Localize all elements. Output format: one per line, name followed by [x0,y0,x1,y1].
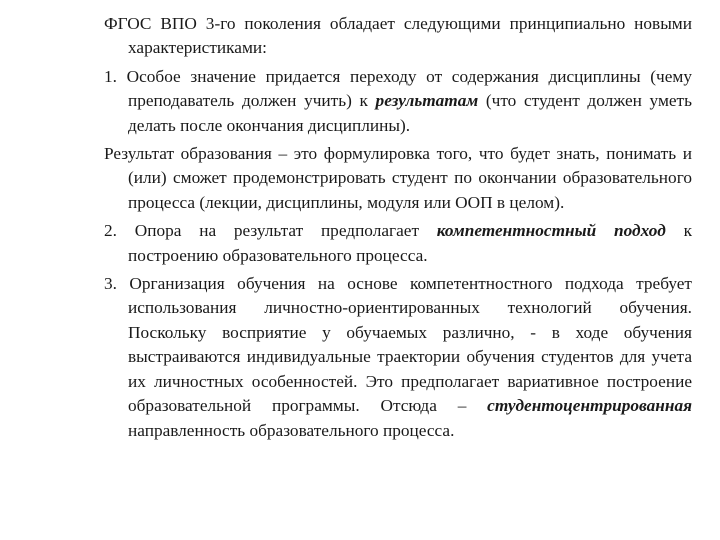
emphasis-competence-approach: компетентностный подход [436,221,666,241]
text-segment: ФГОС ВПО 3-го поколения обладает следующими принципиально новыми характеристиками: [104,14,692,58]
text-segment: Результат образования – это формулировка того, что будет знать, понимать и (или) сможет продемонстрировать студент по окончании образовательного процесса (лекции, дисциплины, модуля или ООП в целом). [104,144,692,212]
text-segment: направленность образовательного процесса. [128,420,455,440]
slide-text-body [104,12,692,447]
paragraph-item-2 [104,219,692,268]
text-segment: 2. Опора на результат предполагает [104,221,437,241]
paragraph-item-1 [104,65,692,138]
text-segment: 3. Организация обучения на основе компетентностного подхода требует использования личностно-ориентированных технологий обучения. Поскольку восприятие у обучаемых различно, - в ходе обучения выстраиваются индивидуальные траектории обучения студентов для учета их личностных особенностей. Это предполагает вариативное построение образовательной программы. Отсюда – [104,274,692,416]
emphasis-results: результатам [375,91,479,111]
paragraph-item-3 [104,272,692,443]
text-segment: (что студент должен уметь делать после окончания дисциплины). [128,91,692,135]
paragraph-result-definition [104,142,692,215]
text-segment: к построению образовательного процесса. [128,221,692,265]
paragraph-intro [104,12,692,61]
emphasis-student-centered: студентоцентрированная [487,396,692,416]
text-segment: 1. Особое значение придается переходу от содержания дисциплины (чему преподаватель должен учить) к [104,66,692,111]
